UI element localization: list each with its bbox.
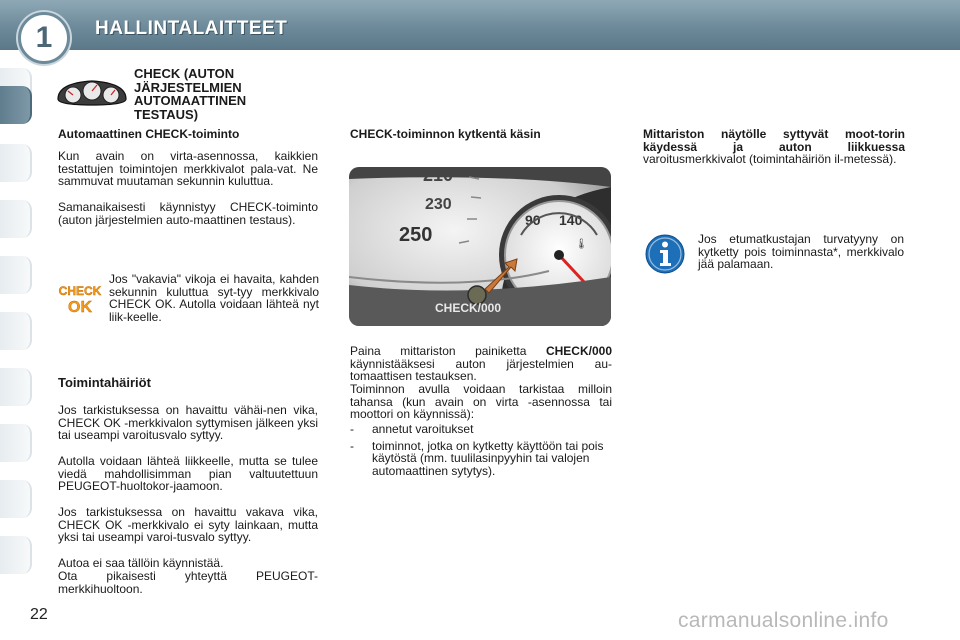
check-button-label: CHECK/000 bbox=[435, 301, 502, 315]
press-suffix: käynnistääksesi auton järjestelmien au-tomaattisen testauksen. bbox=[350, 356, 612, 384]
side-tab-active[interactable] bbox=[0, 86, 32, 124]
auto-check-paragraph-2: Samanaikaisesti käynnistyy CHECK-toiminto (auton järjestelmien auto-maattinen testaus). bbox=[58, 200, 318, 227]
side-tab[interactable] bbox=[0, 200, 32, 238]
faults-paragraph-4: Autoa ei saa tällöin käynnistää. bbox=[58, 556, 224, 570]
manual-check-paragraph-2: Toiminnon avulla voidaan tarkistaa milloin tahansa (kun avain on virta -asennossa tai moottori on käynnissä): bbox=[350, 382, 612, 422]
auto-check-heading: Automaattinen CHECK-toiminto bbox=[58, 127, 240, 141]
svg-text:OK: OK bbox=[68, 299, 92, 316]
press-button-name: CHECK/000 bbox=[545, 344, 612, 358]
press-button-paragraph bbox=[350, 345, 612, 383]
check-ok-warning-icon bbox=[58, 282, 102, 316]
list-item: - annetut varoitukset bbox=[350, 423, 612, 436]
manual-check-list bbox=[350, 423, 612, 481]
side-tab[interactable] bbox=[0, 536, 32, 574]
side-tab[interactable] bbox=[0, 424, 32, 462]
faults-paragraph-5: Ota pikaisesti yhteyttä PEUGEOT-merkkihuoltoon. bbox=[58, 569, 318, 596]
check-items-list bbox=[350, 423, 612, 477]
faults-paragraph-3: Jos tarkistuksessa on havaittu vakava vika, CHECK OK -merkkivalo ei syty lainkaan, mutta yksi tai useampi varoi-tusvalo syttyy. bbox=[58, 505, 318, 545]
warning-lights-text: varoitusmerkkivalot (toimintahäiriön il-metessä). bbox=[643, 152, 897, 167]
temp-label-140: 140 bbox=[559, 212, 583, 228]
faults-paragraph-1: Jos tarkistuksessa on havaittu vähäi-nen vika, CHECK OK -merkkivalon syttymisen jälkeen yksi tai useampi varoitusvalo syttyy. bbox=[58, 403, 318, 443]
speed-label-250: 250 bbox=[399, 224, 433, 246]
warning-lights-heading: Mittariston näytölle syttyvät moot-torin käydessä ja auton liikkuessa bbox=[643, 127, 905, 154]
speed-label-230: 230 bbox=[425, 196, 452, 213]
side-tab[interactable] bbox=[0, 144, 32, 182]
auto-check-paragraph: Kun avain on virta-asennossa, kaikkien testattujen toimintojen merkkivalot pala-vat. Ne sammuvat muutaman sekunnin kuluttua. bbox=[58, 149, 318, 189]
chapter-number-badge: 1 bbox=[18, 12, 70, 64]
faults-paragraph-2: Autolla voidaan lähteä liikkeelle, mutta se tulee viedä mahdollisimman pian valtuutettuun PEUGEOT-huoltokor-jaamoon. bbox=[58, 454, 318, 494]
side-tab[interactable] bbox=[0, 480, 32, 518]
speed-label-210: 210 bbox=[423, 167, 454, 185]
section-heading: CHECK (AUTON JÄRJESTELMIEN AUTOMAATTINEN TESTAUS) bbox=[134, 66, 247, 122]
side-tab[interactable] bbox=[0, 312, 32, 350]
temp-label-90: 90 bbox=[525, 212, 541, 228]
temp-symbol: 🌡 bbox=[575, 239, 588, 250]
dashboard-photo-drawing bbox=[349, 167, 611, 326]
side-tab[interactable] bbox=[0, 256, 32, 294]
header-bar bbox=[0, 0, 960, 50]
side-tab[interactable] bbox=[0, 368, 32, 406]
check-ok-paragraph: Jos "vakavia" vikoja ei havaita, kahden sekunnin kuluttua syt-tyy merkkivalo CHECK OK. Autolla voidaan lähteä nyt liik-keelle. bbox=[109, 272, 319, 324]
warning-lights-paragraph bbox=[643, 128, 905, 166]
manual-check-heading: CHECK-toiminnon kytkentä käsin bbox=[350, 127, 541, 141]
faults-heading: Toimintahäiriöt bbox=[58, 375, 151, 390]
svg-text:CHECK: CHECK bbox=[58, 284, 102, 298]
list-item: - toiminnot, jotka on kytketty käyttöön tai pois käytöstä (mm. tuulilasinpyyhin tai valojen automaattinen sytytys). bbox=[350, 440, 612, 478]
airbag-info-text: Jos etumatkustajan turvatyyny on kytketty pois toiminnasta*, merkkivalo jää palamaan. bbox=[698, 232, 904, 272]
page-number: 22 bbox=[30, 606, 48, 623]
watermark: carmanualsonline.info bbox=[678, 609, 889, 632]
side-tab-strip bbox=[0, 70, 32, 580]
instrument-cluster-icon bbox=[56, 77, 128, 107]
info-icon bbox=[645, 234, 685, 274]
press-prefix: Paina mittariston painiketta bbox=[350, 344, 546, 358]
dashboard-photo bbox=[349, 167, 611, 326]
page-title: HALLINTALAITTEET bbox=[95, 18, 288, 39]
